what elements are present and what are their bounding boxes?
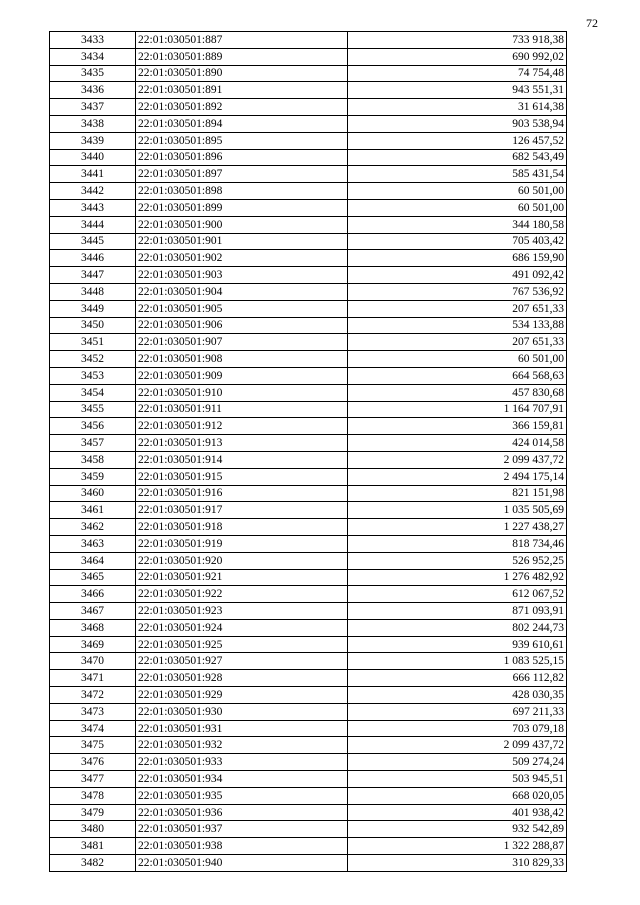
cadastral-value-cell: 2 494 175,14 — [348, 468, 567, 485]
row-number-cell: 3461 — [50, 502, 136, 519]
table-row — [50, 754, 567, 771]
row-number-cell: 3452 — [50, 351, 136, 368]
row-number-cell: 3457 — [50, 435, 136, 452]
table-row — [50, 367, 567, 384]
cadastral-value-cell: 943 551,31 — [348, 82, 567, 99]
table-row — [50, 552, 567, 569]
row-number-cell: 3459 — [50, 468, 136, 485]
row-number-cell: 3454 — [50, 384, 136, 401]
table-row — [50, 300, 567, 317]
cadastral-number-cell: 22:01:030501:899 — [136, 199, 348, 216]
table-row — [50, 183, 567, 200]
cadastral-number-cell: 22:01:030501:890 — [136, 65, 348, 82]
cadastral-number-cell: 22:01:030501:902 — [136, 250, 348, 267]
cadastral-value-cell: 401 938,42 — [348, 804, 567, 821]
cadastral-value-cell: 503 945,51 — [348, 771, 567, 788]
cadastral-value-cell: 207 651,33 — [348, 334, 567, 351]
row-number-cell: 3470 — [50, 653, 136, 670]
cadastral-value-cell: 60 501,00 — [348, 351, 567, 368]
table-row — [50, 787, 567, 804]
table-row — [50, 132, 567, 149]
cadastral-number-cell: 22:01:030501:918 — [136, 519, 348, 536]
cadastral-number-cell: 22:01:030501:903 — [136, 267, 348, 284]
table-row — [50, 619, 567, 636]
cadastral-value-table — [49, 31, 567, 872]
cadastral-value-cell: 60 501,00 — [348, 199, 567, 216]
row-number-cell: 3463 — [50, 535, 136, 552]
cadastral-value-cell: 509 274,24 — [348, 754, 567, 771]
row-number-cell: 3458 — [50, 451, 136, 468]
cadastral-number-cell: 22:01:030501:922 — [136, 586, 348, 603]
row-number-cell: 3466 — [50, 586, 136, 603]
row-number-cell: 3480 — [50, 821, 136, 838]
cadastral-number-cell: 22:01:030501:916 — [136, 485, 348, 502]
table-row — [50, 283, 567, 300]
row-number-cell: 3437 — [50, 99, 136, 116]
row-number-cell: 3472 — [50, 687, 136, 704]
table-row — [50, 32, 567, 49]
cadastral-number-cell: 22:01:030501:925 — [136, 636, 348, 653]
row-number-cell: 3477 — [50, 771, 136, 788]
cadastral-value-cell: 690 992,02 — [348, 48, 567, 65]
row-number-cell: 3460 — [50, 485, 136, 502]
cadastral-value-cell: 60 501,00 — [348, 183, 567, 200]
cadastral-number-cell: 22:01:030501:924 — [136, 619, 348, 636]
table-row — [50, 48, 567, 65]
table-row — [50, 351, 567, 368]
row-number-cell: 3476 — [50, 754, 136, 771]
cadastral-number-cell: 22:01:030501:898 — [136, 183, 348, 200]
cadastral-number-cell: 22:01:030501:932 — [136, 737, 348, 754]
cadastral-number-cell: 22:01:030501:909 — [136, 367, 348, 384]
cadastral-value-cell: 666 112,82 — [348, 670, 567, 687]
cadastral-number-cell: 22:01:030501:921 — [136, 569, 348, 586]
table-row — [50, 535, 567, 552]
table-row — [50, 687, 567, 704]
table-row — [50, 703, 567, 720]
row-number-cell: 3468 — [50, 619, 136, 636]
cadastral-number-cell: 22:01:030501:934 — [136, 771, 348, 788]
cadastral-number-cell: 22:01:030501:901 — [136, 233, 348, 250]
table-row — [50, 485, 567, 502]
row-number-cell: 3439 — [50, 132, 136, 149]
cadastral-value-cell: 491 092,42 — [348, 267, 567, 284]
cadastral-value-cell: 682 543,49 — [348, 149, 567, 166]
cadastral-value-cell: 1 035 505,69 — [348, 502, 567, 519]
table-row — [50, 737, 567, 754]
table-row — [50, 519, 567, 536]
cadastral-value-cell: 903 538,94 — [348, 115, 567, 132]
cadastral-value-cell: 534 133,88 — [348, 317, 567, 334]
row-number-cell: 3444 — [50, 216, 136, 233]
cadastral-value-cell: 821 151,98 — [348, 485, 567, 502]
cadastral-number-cell: 22:01:030501:919 — [136, 535, 348, 552]
cadastral-value-cell: 802 244,73 — [348, 619, 567, 636]
cadastral-value-cell: 705 403,42 — [348, 233, 567, 250]
cadastral-value-cell: 703 079,18 — [348, 720, 567, 737]
row-number-cell: 3471 — [50, 670, 136, 687]
cadastral-value-cell: 612 067,52 — [348, 586, 567, 603]
table-row — [50, 115, 567, 132]
table-row — [50, 65, 567, 82]
cadastral-value-cell: 366 159,81 — [348, 418, 567, 435]
cadastral-number-cell: 22:01:030501:908 — [136, 351, 348, 368]
row-number-cell: 3436 — [50, 82, 136, 99]
cadastral-value-cell: 526 952,25 — [348, 552, 567, 569]
table-row — [50, 418, 567, 435]
cadastral-value-cell: 932 542,89 — [348, 821, 567, 838]
cadastral-value-cell: 1 227 438,27 — [348, 519, 567, 536]
table-row — [50, 838, 567, 855]
cadastral-number-cell: 22:01:030501:896 — [136, 149, 348, 166]
row-number-cell: 3478 — [50, 787, 136, 804]
cadastral-number-cell: 22:01:030501:895 — [136, 132, 348, 149]
row-number-cell: 3435 — [50, 65, 136, 82]
cadastral-value-cell: 457 830,68 — [348, 384, 567, 401]
cadastral-number-cell: 22:01:030501:907 — [136, 334, 348, 351]
row-number-cell: 3475 — [50, 737, 136, 754]
cadastral-value-cell: 2 099 437,72 — [348, 737, 567, 754]
cadastral-number-cell: 22:01:030501:913 — [136, 435, 348, 452]
cadastral-number-cell: 22:01:030501:887 — [136, 32, 348, 49]
cadastral-number-cell: 22:01:030501:928 — [136, 670, 348, 687]
table-row — [50, 468, 567, 485]
table-row — [50, 653, 567, 670]
cadastral-value-cell: 31 614,38 — [348, 99, 567, 116]
cadastral-number-cell: 22:01:030501:912 — [136, 418, 348, 435]
cadastral-value-cell: 207 651,33 — [348, 300, 567, 317]
cadastral-number-cell: 22:01:030501:930 — [136, 703, 348, 720]
table-row — [50, 586, 567, 603]
cadastral-value-cell: 585 431,54 — [348, 166, 567, 183]
cadastral-value-cell: 767 536,92 — [348, 283, 567, 300]
table-body — [50, 32, 567, 872]
row-number-cell: 3434 — [50, 48, 136, 65]
page-number: 72 — [586, 16, 598, 30]
row-number-cell: 3445 — [50, 233, 136, 250]
table-row — [50, 199, 567, 216]
cadastral-value-cell: 664 568,63 — [348, 367, 567, 384]
cadastral-number-cell: 22:01:030501:927 — [136, 653, 348, 670]
cadastral-number-cell: 22:01:030501:937 — [136, 821, 348, 838]
cadastral-number-cell: 22:01:030501:936 — [136, 804, 348, 821]
cadastral-number-cell: 22:01:030501:917 — [136, 502, 348, 519]
row-number-cell: 3479 — [50, 804, 136, 821]
cadastral-value-cell: 310 829,33 — [348, 855, 567, 872]
table-row — [50, 804, 567, 821]
table-row — [50, 233, 567, 250]
row-number-cell: 3462 — [50, 519, 136, 536]
table-row — [50, 855, 567, 872]
row-number-cell: 3455 — [50, 401, 136, 418]
cadastral-number-cell: 22:01:030501:935 — [136, 787, 348, 804]
cadastral-number-cell: 22:01:030501:905 — [136, 300, 348, 317]
table-row — [50, 216, 567, 233]
row-number-cell: 3481 — [50, 838, 136, 855]
cadastral-number-cell: 22:01:030501:931 — [136, 720, 348, 737]
table-row — [50, 636, 567, 653]
row-number-cell: 3453 — [50, 367, 136, 384]
row-number-cell: 3440 — [50, 149, 136, 166]
cadastral-value-cell: 697 211,33 — [348, 703, 567, 720]
cadastral-number-cell: 22:01:030501:906 — [136, 317, 348, 334]
cadastral-number-cell: 22:01:030501:900 — [136, 216, 348, 233]
cadastral-number-cell: 22:01:030501:904 — [136, 283, 348, 300]
cadastral-value-cell: 818 734,46 — [348, 535, 567, 552]
table-row — [50, 670, 567, 687]
row-number-cell: 3469 — [50, 636, 136, 653]
row-number-cell: 3465 — [50, 569, 136, 586]
row-number-cell: 3449 — [50, 300, 136, 317]
row-number-cell: 3443 — [50, 199, 136, 216]
cadastral-number-cell: 22:01:030501:894 — [136, 115, 348, 132]
table-row — [50, 603, 567, 620]
table-row — [50, 166, 567, 183]
table-row — [50, 82, 567, 99]
table-row — [50, 401, 567, 418]
row-number-cell: 3467 — [50, 603, 136, 620]
cadastral-number-cell: 22:01:030501:910 — [136, 384, 348, 401]
table-row — [50, 317, 567, 334]
table-row — [50, 99, 567, 116]
cadastral-value-cell: 424 014,58 — [348, 435, 567, 452]
cadastral-number-cell: 22:01:030501:891 — [136, 82, 348, 99]
row-number-cell: 3441 — [50, 166, 136, 183]
cadastral-number-cell: 22:01:030501:892 — [136, 99, 348, 116]
cadastral-value-cell: 2 099 437,72 — [348, 451, 567, 468]
table-row — [50, 771, 567, 788]
cadastral-number-cell: 22:01:030501:933 — [136, 754, 348, 771]
cadastral-value-cell: 939 610,61 — [348, 636, 567, 653]
cadastral-value-cell: 733 918,38 — [348, 32, 567, 49]
row-number-cell: 3447 — [50, 267, 136, 284]
cadastral-value-cell: 668 020,05 — [348, 787, 567, 804]
cadastral-value-cell: 344 180,58 — [348, 216, 567, 233]
row-number-cell: 3464 — [50, 552, 136, 569]
row-number-cell: 3438 — [50, 115, 136, 132]
cadastral-number-cell: 22:01:030501:923 — [136, 603, 348, 620]
table-row — [50, 451, 567, 468]
row-number-cell: 3446 — [50, 250, 136, 267]
row-number-cell: 3473 — [50, 703, 136, 720]
table-row — [50, 502, 567, 519]
row-number-cell: 3433 — [50, 32, 136, 49]
cadastral-number-cell: 22:01:030501:940 — [136, 855, 348, 872]
cadastral-value-cell: 1 276 482,92 — [348, 569, 567, 586]
cadastral-number-cell: 22:01:030501:914 — [136, 451, 348, 468]
cadastral-value-cell: 1 164 707,91 — [348, 401, 567, 418]
table-row — [50, 569, 567, 586]
cadastral-value-cell: 1 322 288,87 — [348, 838, 567, 855]
table-row — [50, 149, 567, 166]
table-row — [50, 250, 567, 267]
cadastral-value-cell: 686 159,90 — [348, 250, 567, 267]
table-row — [50, 267, 567, 284]
cadastral-number-cell: 22:01:030501:911 — [136, 401, 348, 418]
row-number-cell: 3451 — [50, 334, 136, 351]
table-row — [50, 821, 567, 838]
row-number-cell: 3456 — [50, 418, 136, 435]
cadastral-number-cell: 22:01:030501:920 — [136, 552, 348, 569]
table-row — [50, 435, 567, 452]
cadastral-value-cell: 1 083 525,15 — [348, 653, 567, 670]
cadastral-number-cell: 22:01:030501:929 — [136, 687, 348, 704]
table-row — [50, 384, 567, 401]
cadastral-value-cell: 126 457,52 — [348, 132, 567, 149]
cadastral-number-cell: 22:01:030501:897 — [136, 166, 348, 183]
cadastral-value-cell: 428 030,35 — [348, 687, 567, 704]
table-row — [50, 720, 567, 737]
row-number-cell: 3482 — [50, 855, 136, 872]
row-number-cell: 3450 — [50, 317, 136, 334]
row-number-cell: 3474 — [50, 720, 136, 737]
row-number-cell: 3448 — [50, 283, 136, 300]
cadastral-value-cell: 74 754,48 — [348, 65, 567, 82]
cadastral-number-cell: 22:01:030501:889 — [136, 48, 348, 65]
cadastral-value-cell: 871 093,91 — [348, 603, 567, 620]
table-row — [50, 334, 567, 351]
cadastral-number-cell: 22:01:030501:938 — [136, 838, 348, 855]
row-number-cell: 3442 — [50, 183, 136, 200]
cadastral-number-cell: 22:01:030501:915 — [136, 468, 348, 485]
